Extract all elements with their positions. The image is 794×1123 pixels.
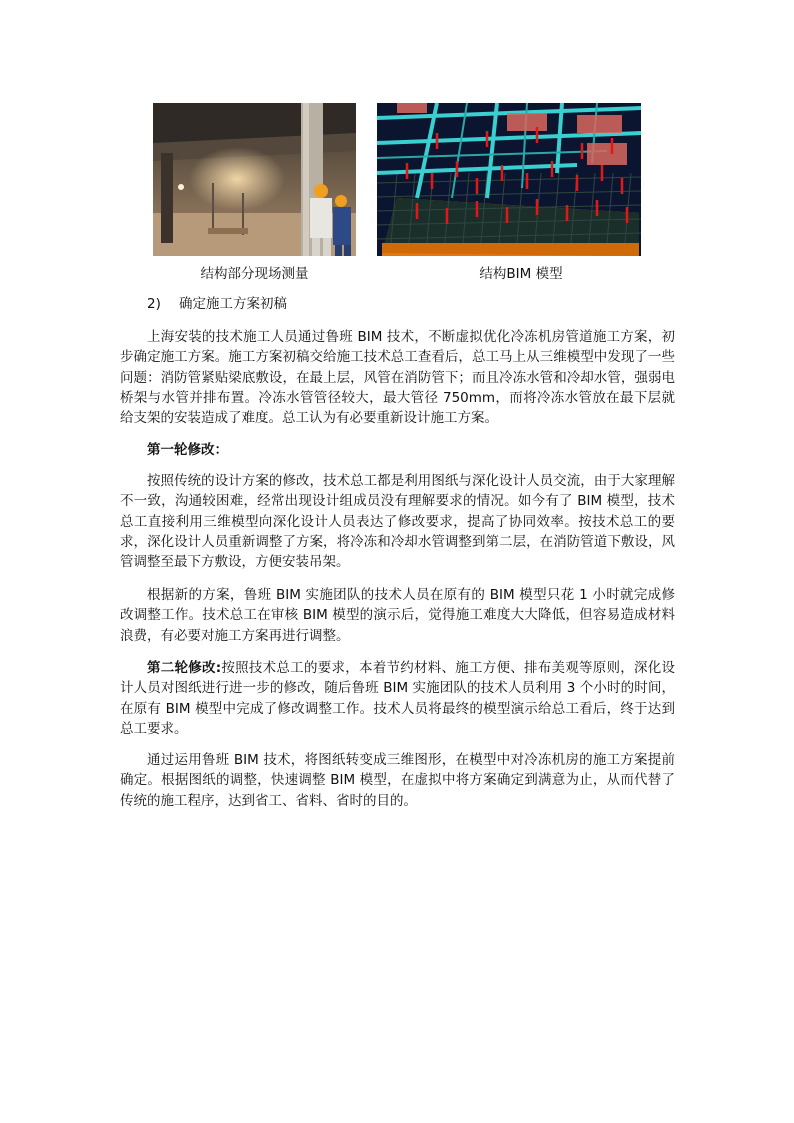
round-two-heading: 第二轮修改: [147,660,222,676]
round-one-heading: 第一轮修改： [147,442,228,458]
figure-caption-right: 结构BIM 模型 [479,266,563,282]
paragraph-round-two [120,658,675,739]
paragraph-conclusion: 通过运用鲁班 BIM 技术，将图纸转变成三维图形，在模型中对冷冻机房的施工方案提前确定。根据图纸的调整，快速调整 BIM 模型，在虚拟中将方案确定到满意为止，从而代替了传统的施工程序，达到省工、省料、省时的目的。 [120,752,675,809]
figure-caption-left: 结构部分现场测量 [200,266,309,282]
paragraph-initial-plan: 上海安装的技术施工人员通过鲁班 BIM 技术，不断虚拟优化冷冻机房管道施工方案，初步确定施工方案。施工方案初稿交给施工技术总工查看后，总工马上从三维模型中发现了一些问题：消防管紧贴梁底敷设，在最上层，风管在消防管下；而且冷冻水管和冷却水管，强弱电桥架与水管并排布置。冷冻水管管径较大，最大管径 750mm，而将冷冻水管放在最下层就给支架的安装造成了难度。总工认为有必要重新设计施工方案。 [120,329,675,427]
bim-model-render [377,103,641,256]
section-heading [147,294,287,314]
site-measurement-photo [153,103,356,256]
section-title: 确定施工方案初稿 [179,296,287,312]
section-number: 2) [147,296,161,312]
paragraph-round-one: 按照传统的设计方案的修改，技术总工都是利用图纸与深化设计人员交流，由于大家理解不一致，沟通较困难，经常出现设计组成员没有理解要求的情况。如今有了 BIM 模型，技术总工直接利用三维模型向深化设计人员表达了修改要求，提高了协同效率。按技术总工的要求，深化设计人员重新调整了方案，将冷冻和冷却水管调整到第二层，在消防管道下敷设，风管调整至最下方敷设，方便安装吊架。 [120,473,675,571]
round-two-text: 按照技术总工的要求，本着节约材料、施工方便、排布美观等原则，深化设计人员对图纸进行进一步的修改，随后鲁班 BIM 实施团队的技术人员利用 3 个小时的时间，在原有 BIM 模型中完成了修改调整工作。技术人员将最终的模型演示给总工看后，终于达到总工要求。 [120,660,676,737]
paragraph-new-plan: 根据新的方案，鲁班 BIM 实施团队的技术人员在原有的 BIM 模型只花 1 小时就完成修改调整工作。技术总工在审核 BIM 模型的演示后，觉得施工难度大大降低，但容易造成材料浪费，有必要对施工方案再进行调整。 [120,587,675,644]
